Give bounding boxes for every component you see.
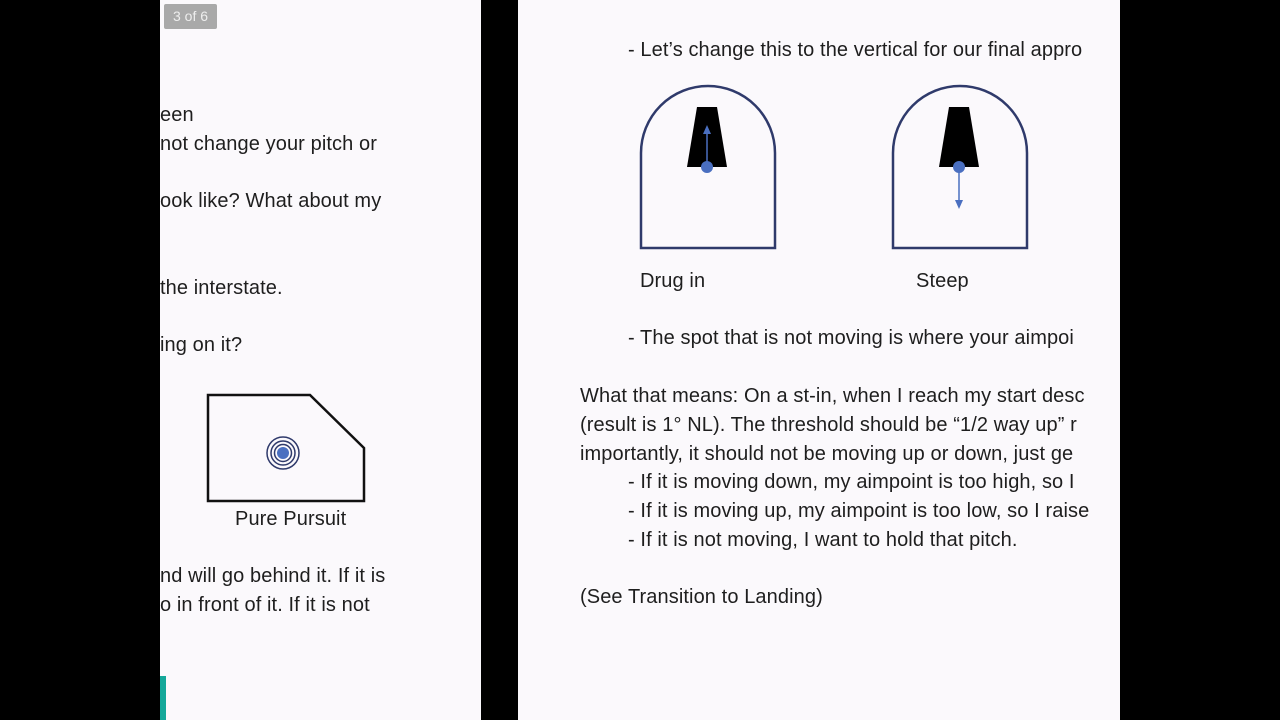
- paragraph-line-3: importantly, it should not be moving up or down, just ge: [580, 443, 1074, 465]
- left-page: [160, 0, 481, 720]
- pure-pursuit-aimpoint: [277, 447, 289, 459]
- intro-line: - Let’s change this to the vertical for our final appro: [628, 39, 1083, 61]
- drug-in-figure: [639, 85, 777, 251]
- left-line-4: the interstate.: [160, 277, 283, 299]
- paragraph-line-1: What that means: On a st-in, when I reach my start desc: [580, 385, 1085, 407]
- spot-note-line: - The spot that is not moving is where your aimpoi: [628, 327, 1074, 349]
- bullet-moving-down: - If it is moving down, my aimpoint is too high, so I: [628, 471, 1075, 493]
- pure-pursuit-caption: Pure Pursuit: [235, 508, 347, 530]
- bullet-not-moving: - If it is not moving, I want to hold that pitch.: [628, 529, 1018, 551]
- page-indicator-badge: 3 of 6: [164, 4, 217, 29]
- steep-figure: [891, 85, 1029, 251]
- drug-in-aimpoint: [701, 161, 713, 173]
- left-line-1: een: [160, 104, 194, 126]
- drug-in-caption: Drug in: [640, 270, 706, 292]
- left-line-3: ook like? What about my: [160, 190, 382, 212]
- left-line-7: o in front of it. If it is not: [160, 594, 370, 616]
- right-page: [518, 0, 1120, 720]
- left-line-6: nd will go behind it. If it is: [160, 565, 386, 587]
- steep-wedge: [939, 107, 979, 167]
- steep-caption: Steep: [916, 270, 969, 292]
- pure-pursuit-figure: [206, 393, 366, 505]
- paragraph-line-2: (result is 1° NL). The threshold should be “1/2 way up” r: [580, 414, 1077, 436]
- left-line-5: ing on it?: [160, 334, 243, 356]
- bullet-moving-up: - If it is moving up, my aimpoint is too low, so I raise: [628, 500, 1090, 522]
- see-also-reference: (See Transition to Landing): [580, 586, 823, 608]
- left-line-2: not change your pitch or: [160, 133, 377, 155]
- left-page-accent-strip: [160, 676, 166, 720]
- steep-arrow-head: [955, 200, 963, 209]
- steep-aimpoint: [953, 161, 965, 173]
